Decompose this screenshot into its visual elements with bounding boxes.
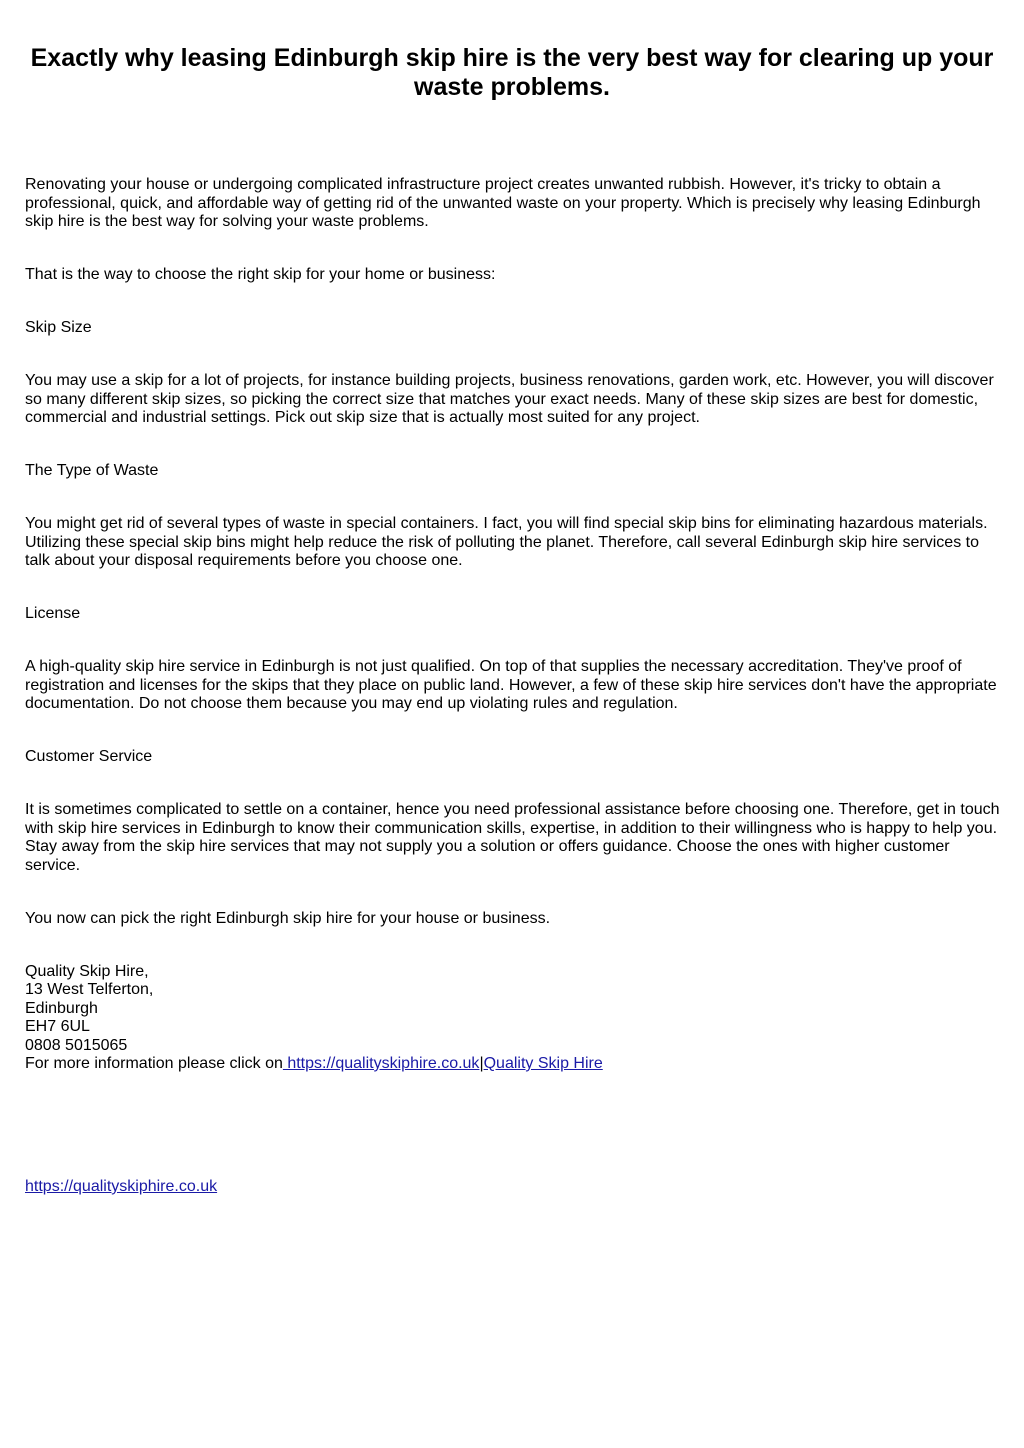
customer-service-paragraph: It is sometimes complicated to settle on a container, hence you need professional assistance before choosing one. Therefore, get in touch with skip hire services in Edinburgh to know their communication skills, expertise, in addition to their willingness who is happy to help you. Stay away from the skip hire services that may not supply you a solution or offers guidance. Choose the ones with higher customer service. (25, 801, 1000, 874)
more-info-prefix: For more information please click on (25, 1055, 283, 1072)
license-paragraph: A high-quality skip hire service in Edinburgh is not just qualified. On top of that supplies the necessary accreditation. They've proof of registration and licenses for the skips that they place on public land. However, a few of these skip hire services don't have the appropriate documentation. Do not choose them because you may end up violating rules and regulation. (25, 658, 997, 712)
footer (25, 1178, 217, 1197)
intro-paragraph: Renovating your house or undergoing complicated infrastructure project creates unwanted rubbish. However, it's tricky to obtain a professional, quick, and affordable way of getting rid of the unwanted waste on your property. Which is precisely why leasing Edinburgh skip hire is the best way for solving your waste problems. (25, 176, 981, 230)
article-body (25, 176, 1005, 1074)
city: Edinburgh (25, 999, 98, 1017)
waste-type-paragraph: You might get rid of several types of waste in special containers. I fact, you will find special skip bins for eliminating hazardous materials. Utilizing these special skip bins might help reduce the risk of polluting the planet. Therefore, call several Edinburgh skip hire services to talk about your disposal requirements before you choose one. (25, 515, 988, 569)
skip-size-paragraph: You may use a skip for a lot of projects, for instance building projects, business renovations, garden work, etc. However, you will discover so many different skip sizes, so picking the correct size that matches your exact needs. Many of these skip sizes are best for domestic, commercial and industrial settings. Pick out skip size that is actually most suited for any project. (25, 372, 994, 426)
more-info-line (25, 1055, 1005, 1074)
postcode: EH7 6UL (25, 1018, 90, 1035)
company-name: Quality Skip Hire, (25, 962, 149, 980)
waste-type-heading: The Type of Waste (25, 462, 159, 479)
contact-address (25, 963, 1005, 1074)
skip-size-heading: Skip Size (25, 319, 92, 336)
license-heading: License (25, 605, 81, 622)
conclusion-paragraph: You now can pick the right Edinburgh skip hire for your house or business. (25, 909, 551, 927)
phone-number: 0808 5015065 (25, 1036, 128, 1054)
link-separator: | (479, 1055, 484, 1072)
customer-service-heading: Customer Service (25, 748, 153, 765)
page-title: Exactly why leasing Edinburgh skip hire is the very best way for clearing up your waste problems. (30, 44, 994, 101)
street-address: 13 West Telferton, (25, 981, 154, 998)
website-url-link[interactable]: https://qualityskiphire.co.uk (282, 1055, 480, 1072)
footer-website-link[interactable]: https://qualityskiphire.co.uk (25, 1178, 218, 1195)
quality-skip-hire-link[interactable]: Quality Skip Hire (483, 1055, 603, 1072)
choose-skip-paragraph: That is the way to choose the right skip for your home or business: (25, 266, 496, 283)
